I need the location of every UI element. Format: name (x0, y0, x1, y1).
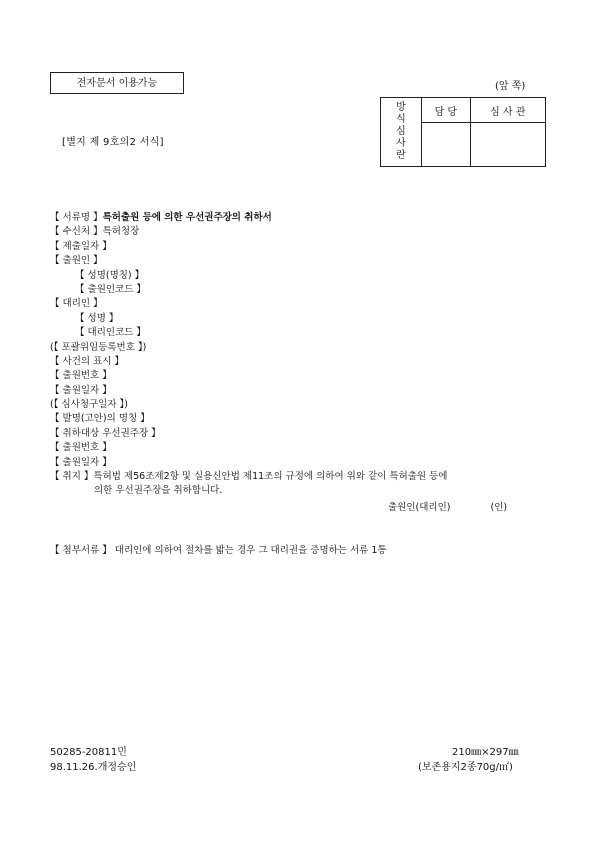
paper-type: (보존용지2종70g/㎡) (418, 762, 513, 773)
field-invention-title: 【 발명(고안)의 명칭 】 (50, 413, 150, 425)
seal-mark: (인) (490, 502, 508, 513)
field-case-indication: 【 사건의 표시 】 (50, 355, 124, 367)
document-title-row (50, 211, 272, 225)
form-code: 50285-20811민 (50, 747, 127, 758)
form-fields (50, 211, 272, 470)
field-application-number: 【 출원번호 】 (50, 370, 112, 382)
page-side-label: (앞 쪽) (495, 81, 526, 92)
field-agent-code: 【 대리인코드 】 (75, 327, 146, 339)
approval-cell-examiner (470, 123, 545, 167)
field-priority-application-number: 【 출원번호 】 (50, 442, 112, 454)
approval-char: 심 (396, 126, 406, 137)
approval-vertical-label (381, 98, 422, 167)
purpose-line-2: 의한 우선권주장을 취하합니다. (94, 485, 223, 497)
approval-char: 사 (396, 138, 406, 149)
paper-size: 210㎜×297㎜ (452, 747, 519, 758)
form-reference: [별지 제 9호의2 서식] (62, 137, 164, 148)
approval-char: 식 (396, 114, 406, 125)
purpose-statement (50, 470, 530, 499)
signer-label: 출원인(대리인) (388, 502, 451, 513)
electronic-document-badge: 전자문서 이용가능 (50, 72, 184, 94)
field-agent: 【 대리인 】 (50, 298, 103, 310)
field-submission-date: 【 제출일자 】 (50, 240, 112, 252)
field-recipient: 【 수신처 】특허청장 (50, 226, 140, 238)
approval-cell-staff (422, 123, 471, 167)
document-title: 특허출원 등에 의한 우선권주장의 취하서 (102, 212, 272, 223)
field-applicant: 【 출원인 】 (50, 255, 103, 267)
approval-char: 란 (396, 150, 406, 161)
approval-char: 방 (396, 102, 406, 113)
field-agent-name: 【 성명 】 (75, 312, 119, 324)
field-application-date: 【 출원일자 】 (50, 384, 112, 396)
document-title-label: 【 서류명 】 (50, 212, 103, 223)
approval-header-examiner: 심 사 관 (470, 98, 545, 123)
field-exam-request-date: (【 심사청구일자 】) (50, 399, 129, 411)
signature-line (388, 499, 507, 513)
approval-header-staff: 담 당 (422, 98, 471, 123)
field-general-power-number: (【 포괄위임등록번호 】) (50, 341, 147, 353)
field-priority-application-date: 【 출원일자 】 (50, 456, 112, 468)
approval-date: 98.11.26.개정승인 (50, 762, 137, 773)
field-applicant-code: 【 출원인코드 】 (75, 283, 146, 295)
approval-table (380, 97, 546, 167)
field-applicant-name: 【 성명(명칭) 】 (75, 269, 145, 281)
field-withdrawn-priority: 【 취하대상 우선권주장 】 (50, 427, 161, 439)
purpose-line-1: 【 취지 】특허법 제56조제2항 및 실용신안법 제11조의 규정에 의하여 위와 같이 특허출원 등에 (50, 471, 448, 482)
attachment-line: 【 첨부서류 】 대리인에 의하여 절차를 밟는 경우 그 대리권을 증명하는 서류 1통 (50, 545, 387, 556)
